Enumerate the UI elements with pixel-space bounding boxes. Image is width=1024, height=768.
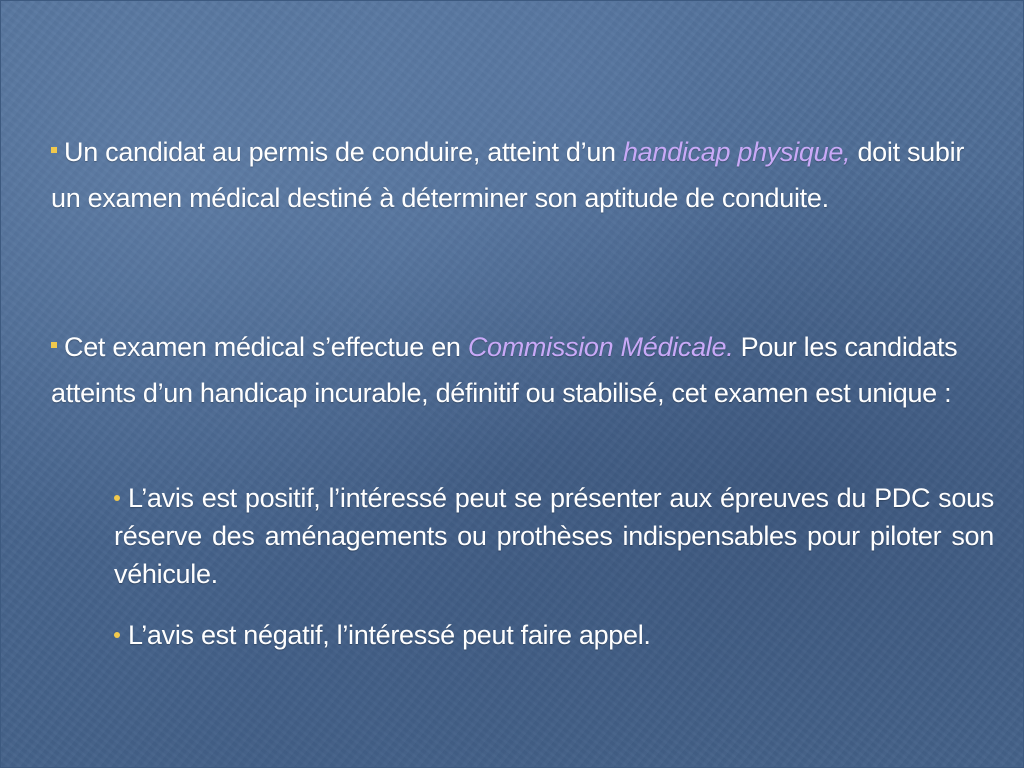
paragraph2-text-a: Cet examen médical s’effectue en [64, 332, 468, 362]
paragraph2-emphasis: Commission Médicale. [467, 332, 734, 362]
square-bullet-icon [51, 147, 57, 153]
square-bullet-icon [51, 342, 57, 348]
sub-bullet-text: L’avis est négatif, l’intéressé peut faire appel. [128, 620, 651, 650]
paragraph1-emphasis: handicap physique, [622, 137, 851, 167]
paragraph-permis-handicap [51, 129, 971, 221]
paragraph1-text-a: Un candidat au permis de conduire, atteint d’un [64, 137, 623, 167]
sub-bullet-avis-positif [114, 479, 994, 593]
paragraph1-text-b: doit subir un examen médical destiné à déterminer son aptitude de conduite. [51, 137, 965, 213]
sub-bullet-text: L’avis est positif, l’intéressé peut se présenter aux épreuves du PDC sous réserve des aménagements ou prothèses indispensables pour piloter son véhicule. [114, 483, 994, 589]
round-bullet-icon [114, 495, 120, 501]
paragraph-commission-medicale [51, 324, 981, 416]
round-bullet-icon [114, 632, 120, 638]
sub-bullet-avis-negatif [114, 616, 994, 654]
paragraph2-text-b: Pour les candidats atteints d’un handicap incurable, définitif ou stabilisé, cet examen est unique : [51, 332, 958, 408]
